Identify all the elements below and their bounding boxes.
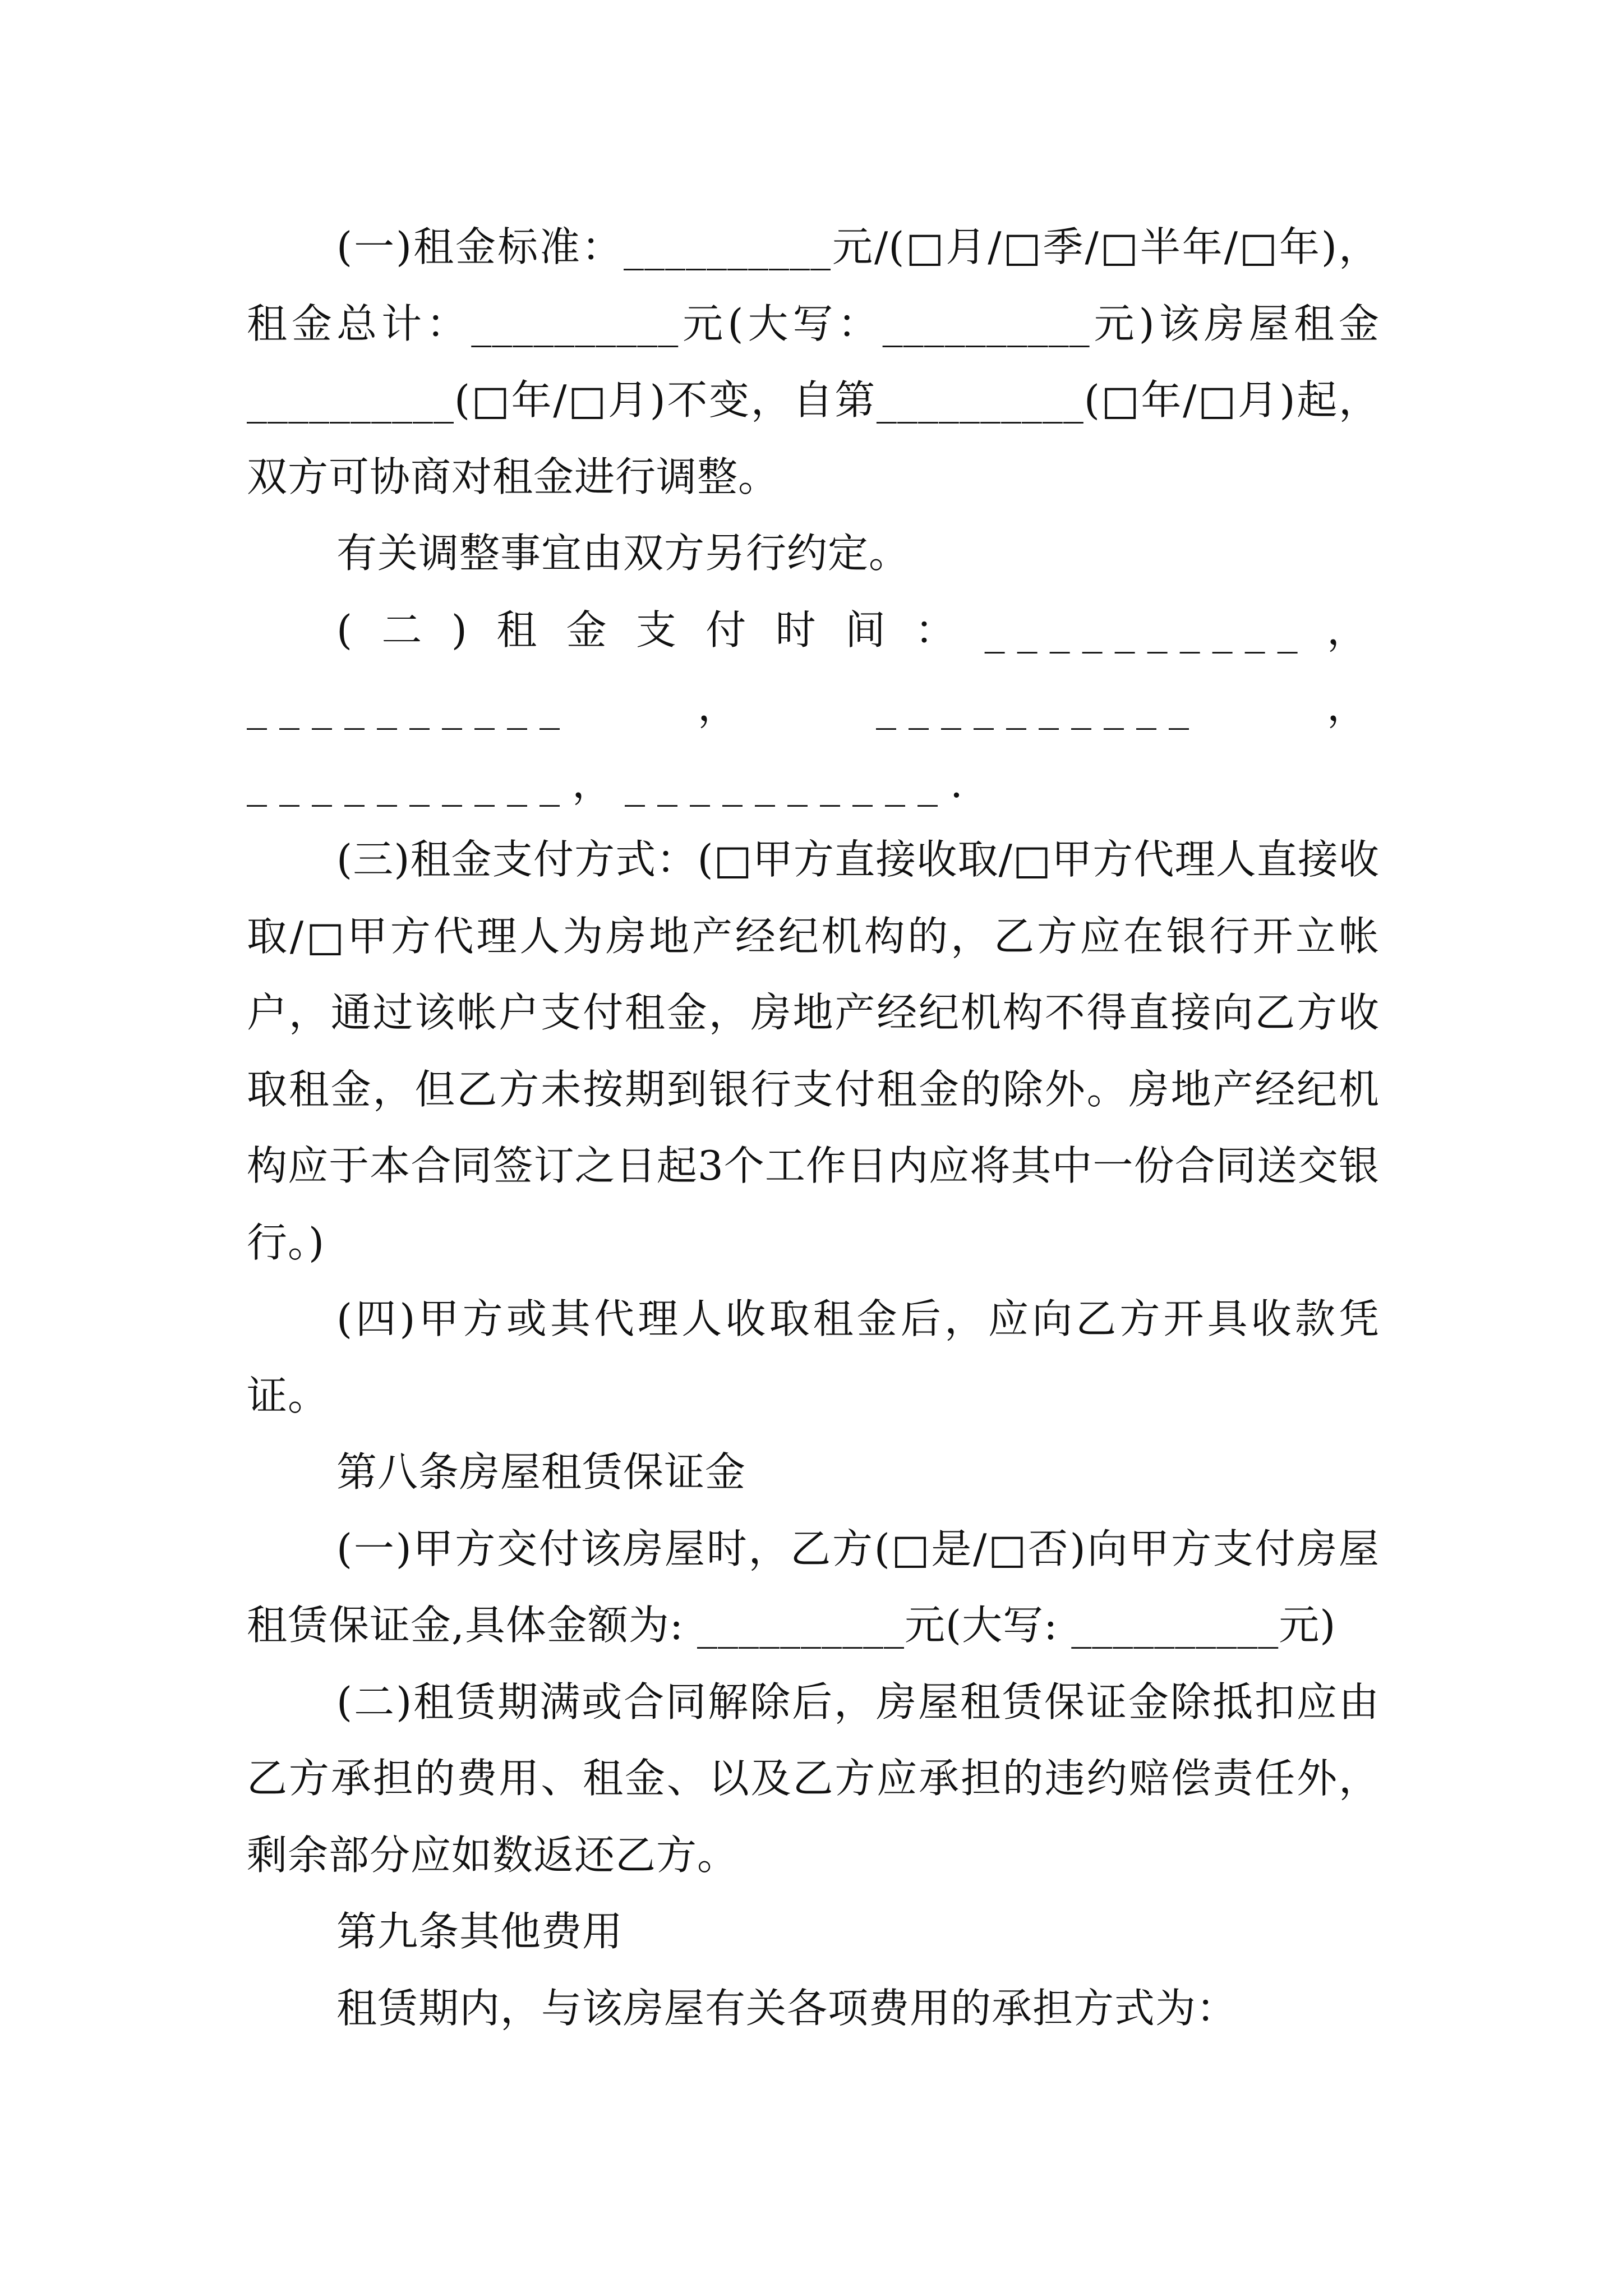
paragraph-rent-adjustment-note: 有关调整事宜由双方另行约定。 — [336, 530, 910, 577]
paragraph-rent-payment-time: (二)租金支付时间：__________，__________，__________，__________，__________. — [247, 606, 1380, 807]
paragraph-rent-payment-method: (三)租金支付方式：(□甲方直接收取/□甲方代理人直接收取/□甲方代理人为房地产经纪机构的，乙方应在银行开立帐户，通过该帐户支付租金，房地产经纪机构不得直接向乙方收取租金，但乙方未按期到银行支付租金的除外。房地产经纪机构应于本合同签订之日起3个工作日内应将其中一份合同送交银行。) — [247, 836, 1380, 1266]
paragraph-other-fees: 租赁期内，与该房屋有关各项费用的承担方式为： — [336, 1984, 1238, 2032]
heading-article-8: 第八条房屋租赁保证金 — [336, 1448, 746, 1496]
paragraph-deposit-amount: (一)甲方交付该房屋时，乙方(□是/□否)向甲方支付房屋租赁保证金,具体金额为: __________元(大写: __________元) — [247, 1525, 1380, 1649]
heading-article-9: 第九条其他费用 — [336, 1908, 624, 1955]
paragraph-deposit-return: (二)租赁期满或合同解除后，房屋租赁保证金除抵扣应由乙方承担的费用、租金、以及乙方应承担的违约赔偿责任外，剩余部分应如数返还乙方。 — [247, 1678, 1380, 1879]
document-body — [247, 209, 1380, 2046]
paragraph-rent-receipt: (四)甲方或其代理人收取租金后，应向乙方开具收款凭证。 — [247, 1295, 1380, 1419]
paragraph-rent-standard: (一)租金标准：__________元/(□月/□季/□半年/□年)，租金总计：__________元(大写：__________元)该房屋租金__________(□年/□月)不变，自第__________(□年/□月)起，双方可协商对租金进行调整。 — [247, 223, 1380, 500]
